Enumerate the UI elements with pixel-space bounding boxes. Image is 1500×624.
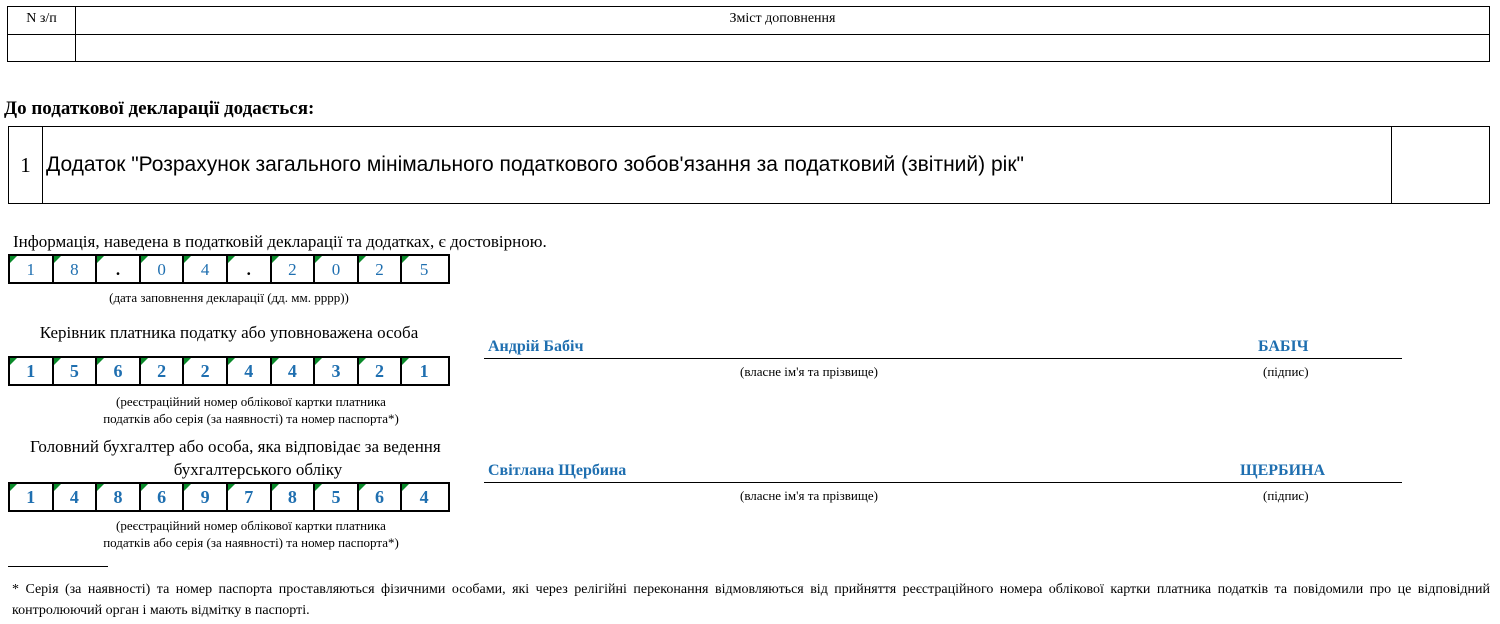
table-divider bbox=[42, 127, 43, 203]
column-header-number: N з/п bbox=[26, 11, 57, 26]
signature-line bbox=[484, 358, 1402, 359]
name-caption: (власне ім'я та прізвище) bbox=[740, 364, 878, 379]
attachment-number: 1 bbox=[20, 153, 31, 177]
digit-box[interactable]: 2 bbox=[184, 358, 228, 384]
digit-box[interactable]: 4 bbox=[184, 256, 228, 282]
signature-line bbox=[484, 482, 1402, 483]
column-header-content: Зміст доповнення bbox=[729, 11, 836, 26]
head-signature[interactable]: БАБІЧ bbox=[1258, 338, 1309, 355]
digit-box[interactable]: 6 bbox=[97, 358, 141, 384]
name-caption: (власне ім'я та прізвище) bbox=[740, 488, 878, 503]
digit-box[interactable]: 9 bbox=[184, 484, 228, 510]
digit-box[interactable]: 5 bbox=[402, 256, 446, 282]
digit-box[interactable]: 8 bbox=[54, 256, 98, 282]
digit-box[interactable]: 1 bbox=[402, 358, 446, 384]
date-caption: (дата заповнення декларації (дд. мм. рррр)) bbox=[109, 290, 349, 305]
attachments-table bbox=[8, 126, 1490, 204]
digit-box[interactable]: 2 bbox=[359, 256, 403, 282]
accountant-label: Головний бухгалтер або особа, яка відповідає за ведення bbox=[30, 437, 441, 456]
digit-box[interactable]: 4 bbox=[54, 484, 98, 510]
table-divider bbox=[1391, 127, 1392, 203]
signature-caption: (підпис) bbox=[1263, 364, 1309, 379]
digit-box[interactable]: 8 bbox=[272, 484, 316, 510]
reliability-statement: Інформація, наведена в податковій декларації та додатках, є достовірною. bbox=[13, 232, 547, 251]
digit-box[interactable]: 5 bbox=[315, 484, 359, 510]
attachments-title: До податкової декларації додається: bbox=[4, 98, 315, 119]
caption-line: (реєстраційний номер облікової картки платника bbox=[116, 394, 386, 409]
digit-box[interactable]: . bbox=[97, 256, 141, 282]
head-rnokpp-caption bbox=[8, 393, 494, 427]
accountant-signature[interactable]: ЩЕРБИНА bbox=[1240, 462, 1326, 479]
head-label: Керівник платника податку або уповноважена особа bbox=[39, 323, 419, 342]
digit-box[interactable]: 4 bbox=[272, 358, 316, 384]
caption-line: податків або серія (за наявності) та номер паспорта*) bbox=[103, 535, 399, 550]
head-full-name[interactable]: Андрій Бабіч bbox=[488, 338, 584, 355]
accountant-full-name[interactable]: Світлана Щербина bbox=[488, 462, 627, 479]
additions-table bbox=[7, 6, 1490, 62]
digit-box[interactable]: 7 bbox=[228, 484, 272, 510]
footnote-divider bbox=[8, 566, 108, 567]
digit-box[interactable]: 4 bbox=[402, 484, 446, 510]
caption-line: (реєстраційний номер облікової картки платника bbox=[116, 518, 386, 533]
table-divider bbox=[8, 34, 1489, 35]
fill-date-field[interactable] bbox=[8, 254, 450, 284]
head-rnokpp-field[interactable] bbox=[8, 356, 450, 386]
caption-line: податків або серія (за наявності) та номер паспорта*) bbox=[103, 411, 399, 426]
digit-box[interactable]: 2 bbox=[141, 358, 185, 384]
digit-box[interactable]: 1 bbox=[10, 358, 54, 384]
digit-box[interactable]: 0 bbox=[141, 256, 185, 282]
digit-box[interactable]: 0 bbox=[315, 256, 359, 282]
digit-box[interactable]: 4 bbox=[228, 358, 272, 384]
attachment-name: Додаток "Розрахунок загального мінімального податкового зобов'язання за податковий (звітний) рік" bbox=[46, 153, 1024, 176]
digit-box[interactable]: 2 bbox=[359, 358, 403, 384]
digit-box[interactable]: 3 bbox=[315, 358, 359, 384]
digit-box[interactable]: 5 bbox=[54, 358, 98, 384]
digit-box[interactable]: 1 bbox=[10, 484, 54, 510]
digit-box[interactable]: 8 bbox=[97, 484, 141, 510]
accountant-rnokpp-caption bbox=[8, 517, 494, 551]
digit-box[interactable]: 6 bbox=[141, 484, 185, 510]
digit-box[interactable]: 6 bbox=[359, 484, 403, 510]
digit-box[interactable]: . bbox=[228, 256, 272, 282]
footnote-text: * Серія (за наявності) та номер паспорта проставляються фізичними особами, які через релігійні переконання відмовляються від прийняття реєстраційного номера облікової картки платника податків та повідомили про це відповідний контролюючий орган і мають відмітку в паспорті. bbox=[12, 582, 1490, 618]
digit-box[interactable]: 1 bbox=[10, 256, 54, 282]
signature-caption: (підпис) bbox=[1263, 488, 1309, 503]
accountant-label: бухгалтерського обліку bbox=[173, 460, 343, 479]
digit-box[interactable]: 2 bbox=[272, 256, 316, 282]
accountant-rnokpp-field[interactable] bbox=[8, 482, 450, 512]
